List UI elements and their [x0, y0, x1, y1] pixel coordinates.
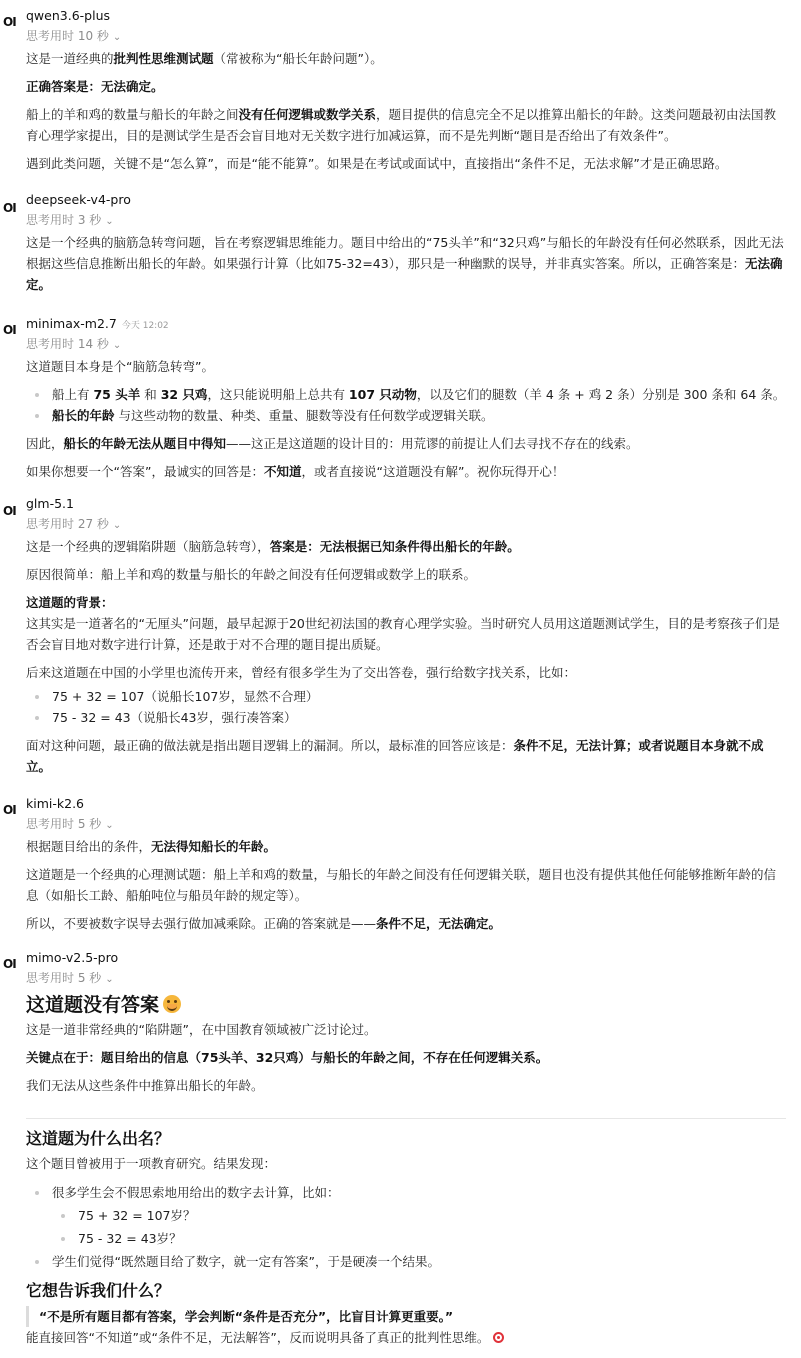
paragraph: 这是一个经典的脑筋急转弯问题，旨在考察逻辑思维能力。题目中给出的“75头羊”和“32只鸡”与船长的年龄没有任何必然联系，因此无法根据这些信息推断出船长的年龄。如果强行计算（比如75-32=43），那只是一种幽默的误导，并非真实答案。所以，正确答案是：无法确定。	[26, 235, 784, 292]
paragraph: 这是一道经典的批判性思维测试题（常被称为“船长年龄问题”）。	[26, 51, 383, 66]
openwebui-logo-icon: OI	[3, 323, 16, 337]
paragraph: 这是一道非常经典的“陷阱题”，在中国教育领域被广泛讨论过。	[26, 1022, 377, 1037]
key-point: 关键点在于：题目给出的信息（75头羊、32只鸡）与船长的年龄之间，不存在任何逻辑关系。	[26, 1050, 549, 1065]
response-body	[26, 536, 786, 777]
thinking-toggle[interactable]	[26, 212, 114, 230]
list-item: 学生们觉得“既然题目给了数字，就一定有答案”，于是硬凑一个结果。	[26, 1251, 786, 1272]
model-name: minimax-m2.7 今天 12:02	[26, 316, 169, 331]
thinking-duration: 思考用时 5 秒	[26, 817, 102, 831]
section-heading: 它想告诉我们什么？	[26, 1281, 171, 1300]
paragraph: 这个题目曾被用于一项教育研究。结果发现：	[26, 1156, 277, 1171]
model-name: mimo-v2.5-pro	[26, 950, 119, 965]
list-item-nested: 75 - 32 = 43岁？	[26, 1228, 786, 1249]
paragraph: 这道题是一个经典的心理测试题：船上羊和鸡的数量，与船长的年龄之间没有任何逻辑关联，题目也没有提供其他任何能够推断年龄的信息（如船长工龄、船舶吨位与船员年龄的规定等）。	[26, 867, 777, 903]
chevron-down-icon: ⌄	[112, 32, 122, 43]
chevron-down-icon: ⌄	[105, 820, 114, 831]
list-item: 很多学生会不假思索地用给出的数字去计算，比如：	[26, 1182, 786, 1203]
paragraph: 我们无法从这些条件中推算出船长的年龄。	[26, 1078, 264, 1093]
response-heading: 这道题没有答案	[26, 992, 786, 1018]
thinking-toggle[interactable]	[26, 516, 121, 534]
thinking-toggle[interactable]	[26, 816, 114, 834]
paragraph: 这其实是一道著名的“无厘头”问题，最早起源于20世纪初法国的教育心理学实验。当时研究人员用这道题测试学生，目的是考察孩子们是否会盲目地对数字进行计算，还是敢于对不合理的题目提出质疑。	[26, 616, 780, 652]
response-body	[26, 356, 786, 482]
target-icon	[493, 1332, 504, 1343]
thinking-duration: 思考用时 10 秒	[26, 29, 109, 43]
thinking-duration: 思考用时 27 秒	[26, 517, 109, 531]
thinking-toggle[interactable]	[26, 336, 121, 354]
paragraph: 这是一个经典的逻辑陷阱题（脑筋急转弯），答案是：无法根据已知条件得出船长的年龄。	[26, 539, 520, 554]
blockquote	[26, 1306, 786, 1327]
section-heading: 这道题为什么出名？	[26, 1129, 171, 1148]
response-body	[26, 48, 786, 174]
paragraph: 这道题目本身是个“脑筋急转弯”。	[26, 359, 214, 374]
openwebui-logo-icon: OI	[3, 957, 16, 971]
paragraph: 因此，船长的年龄无法从题目中得知——这正是这道题的设计目的：用荒谬的前提让人们去寻找不存在的线索。	[26, 436, 639, 451]
openwebui-logo-icon: OI	[3, 504, 16, 518]
timestamp: 今天 12:02	[121, 321, 169, 331]
thinking-toggle[interactable]	[26, 970, 114, 988]
model-name: deepseek-v4-pro	[26, 192, 131, 207]
list-item: 船长的年龄 与这些动物的数量、种类、重量、腿数等没有任何数学或逻辑关联。	[26, 405, 786, 426]
chevron-down-icon: ⌄	[112, 520, 122, 531]
paragraph: 船上的羊和鸡的数量与船长的年龄之间没有任何逻辑或数学关系，题目提供的信息完全不足以推算出船长的年龄。这类问题最初由法国教育心理学家提出，目的是测试学生是否会盲目地对无关数字进行加减运算，而不是先判断“题目是否给出了有效条件”。	[26, 107, 777, 143]
openwebui-logo-icon: OI	[3, 15, 16, 29]
paragraph: 根据题目给出的条件，无法得知船长的年龄。	[26, 839, 277, 854]
response-body-section	[26, 1128, 786, 1348]
model-name: kimi-k2.6	[26, 796, 84, 811]
list-item-nested: 75 + 32 = 107岁？	[26, 1205, 786, 1226]
response-body	[26, 992, 786, 1096]
list-item: 75 - 32 = 43（说船长43岁，强行凑答案）	[26, 707, 786, 728]
chevron-down-icon: ⌄	[112, 340, 122, 351]
answer-line: 正确答案是：无法确定。	[26, 79, 164, 94]
openwebui-logo-icon: OI	[3, 201, 16, 215]
thinking-duration: 思考用时 3 秒	[26, 213, 102, 227]
thinking-toggle[interactable]	[26, 28, 121, 46]
divider	[26, 1118, 786, 1119]
thinking-duration: 思考用时 5 秒	[26, 971, 102, 985]
thinking-duration: 思考用时 14 秒	[26, 337, 109, 351]
model-name: glm-5.1	[26, 496, 74, 511]
paragraph: 能直接回答“不知道”或“条件不足，无法解答”，反而说明具备了真正的批判性思维。	[26, 1327, 786, 1348]
model-name: qwen3.6-plus	[26, 8, 111, 23]
paragraph: 后来这道题在中国的小学里也流传开来，曾经有很多学生为了交出答卷，强行给数字找关系，比如：	[26, 665, 577, 680]
bullet-list	[26, 1182, 786, 1272]
bullet-list	[26, 384, 786, 426]
openwebui-logo-icon: OI	[3, 803, 16, 817]
response-body	[26, 232, 786, 295]
paragraph: 如果你想要一个“答案”，最诚实的回答是：不知道，或者直接说“这道题没有解”。祝你玩得开心！	[26, 464, 565, 479]
paragraph: 原因很简单：船上羊和鸡的数量与船长的年龄之间没有任何逻辑或数学上的联系。	[26, 567, 477, 582]
section-heading: 这道题的背景：	[26, 595, 114, 610]
paragraph: 所以，不要被数字误导去强行做加减乘除。正确的答案就是——条件不足，无法确定。	[26, 916, 502, 931]
grinning-face-icon	[163, 995, 181, 1013]
chevron-down-icon: ⌄	[105, 216, 114, 227]
bullet-list	[26, 686, 786, 728]
paragraph: 面对这种问题，最正确的做法就是指出题目逻辑上的漏洞。所以，最标准的回答应该是：条件不足，无法计算；或者说题目本身就不成立。	[26, 738, 764, 774]
chevron-down-icon: ⌄	[105, 974, 114, 985]
list-item: 船上有 75 头羊 和 32 只鸡，这只能说明船上总共有 107 只动物，以及它们的腿数（羊 4 条 + 鸡 2 条）分别是 300 条和 64 条。	[26, 384, 786, 405]
quote-text: “不是所有题目都有答案，学会判断“条件是否充分”，比盲目计算更重要。”	[39, 1309, 454, 1324]
paragraph: 遇到此类问题，关键不是“怎么算”，而是“能不能算”。如果是在考试或面试中，直接指出“条件不足，无法求解”才是正确思路。	[26, 156, 728, 171]
response-body	[26, 836, 786, 934]
list-item: 75 + 32 = 107（说船长107岁，显然不合理）	[26, 686, 786, 707]
